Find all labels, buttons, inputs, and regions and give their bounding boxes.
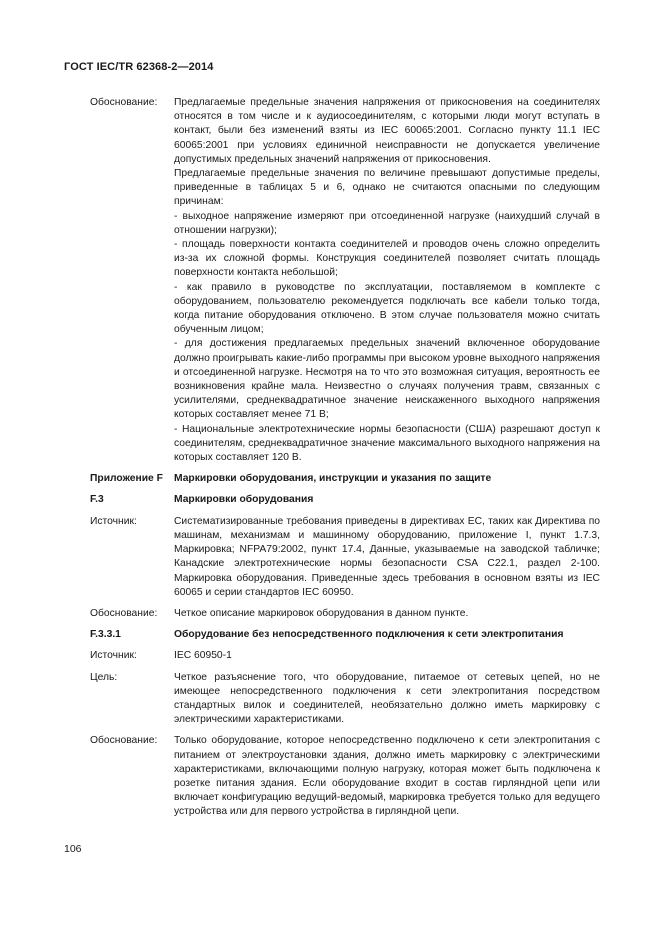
page-content [64,96,600,820]
paragraph: Предлагаемые предельные значения напряжения от прикосновения на соединителях относятся в том числе и к аудиосоединителям, с которыми люди могут вступать в контакт, были без изменений взяты из IEC 60065:2001. Согласно пункту 11.1 IEC 60065:2001 при условиях единичной неисправности не допускается увеличение допустимых предельных значений напряжения от прикосновения. [174,97,600,165]
justification-section [64,96,600,465]
list-item: - площадь поверхности контакта соединителей и проводов очень сложно определить из-за их сложной формы. Конструкция соединителей позволяет считать площадь поверхности контакта небольшой; [174,239,600,279]
annex-label: Приложение F [90,473,163,485]
section-heading-f3 [64,493,600,507]
source-section [64,515,600,600]
justification-section-3 [64,734,600,819]
source-label: Источник: [90,515,137,527]
justification-label: Обоснование: [90,735,158,747]
goal-section [64,671,600,728]
justification-text: Только оборудование, которое непосредственно подключено к сети электропитания с питанием от электроустановки здания, должно иметь маркировку с электрическими характеристиками, включающими полную нагрузку, которая может быть подключена к розетке питания здания. Если оборудование входит в состав гирляндной цепи или включает конфигурацию ведущий-ведомый, маркировка требуется только для ведущего устройства или для первого устройства в гирляндной цепи. [174,735,600,818]
section-number: F.3.3.1 [90,629,121,641]
section-number: F.3 [90,494,104,506]
list-item: - выходное напряжение измеряют при отсоединенной нагрузке (наихудший случай в отношении нагрузки); [174,210,600,236]
section-title: Оборудование без непосредственного подключения к сети электропитания [174,629,564,641]
section-heading-f331 [64,628,600,642]
source-text: IEC 60950-1 [174,650,232,662]
paragraph: Предлагаемые предельные значения по величине превышают допустимые пределы, приведенные в таблицах 5 и 6, однако не считаются опасными по следующим причинам: [174,168,600,208]
page-number: 106 [64,843,82,855]
annex-heading [64,472,600,486]
justification-label: Обоснование: [90,607,158,619]
justification-label: Обоснование: [90,97,158,108]
list-item: - Национальные электротехнические нормы безопасности (США) разрешают доступ к соединителям, среднеквадратичное значение максимального выходного напряжения на которых составляет 120 В. [174,423,600,464]
source-section-2 [64,649,600,663]
source-text: Систематизированные требования приведены в директивах ЕС, таких как Директива по машинам, механизмам и машинному оборудованию, приложение I, пункт 1.7.3, Маркировка; NFPA79:2002, пункт 17.4, Данные, указываемые на заводской табличке; Канадские электротехнические нормы безопасности CSA C22.1, раздел 2-100. Маркировка оборудования. Приведенные здесь требования в основном взяты из IEC 60065 и серии стандартов IEC 60950. [174,515,600,598]
annex-title: Маркировки оборудования, инструкции и указания по защите [174,473,492,485]
justification-text [174,96,600,465]
list-item: - как правило в руководстве по эксплуатации, поставляемом в комплекте с оборудованием, пользователю рекомендуется подключать все кабели только тогда, когда питание оборудования отключено. В этом случае пользователя можно считать обученным лицом; [174,281,600,336]
list-item: - для достижения предлагаемых предельных значений включенное оборудование должно проигрывать какие-либо программы при высоком уровне выходного напряжения и отсоединенной нагрузке. Несмотря на то что это возможная ситуация, вероятность ее возникновения крайне мала. Неизвестно о случаях получения травм, связанных с усилителями, среднеквадратичное значение неискаженного выходного напряжения которых составляет менее 71 В; [174,338,600,421]
section-title: Маркировки оборудования [174,494,314,506]
source-label: Источник: [90,650,137,662]
document-header: ГОСТ IEC/TR 62368-2—2014 [64,61,214,73]
goal-text: Четкое разъяснение того, что оборудование, питаемое от сетевых цепей, но не имеющее непосредственного подключения к сети электропитания посредством стандартных вилок и соединителей, необязательно должно иметь маркировку с электрическими характеристиками. [174,671,600,726]
justification-section-2 [64,607,600,621]
goal-label: Цель: [90,671,118,683]
justification-text: Четкое описание маркировок оборудования в данном пункте. [174,607,469,619]
